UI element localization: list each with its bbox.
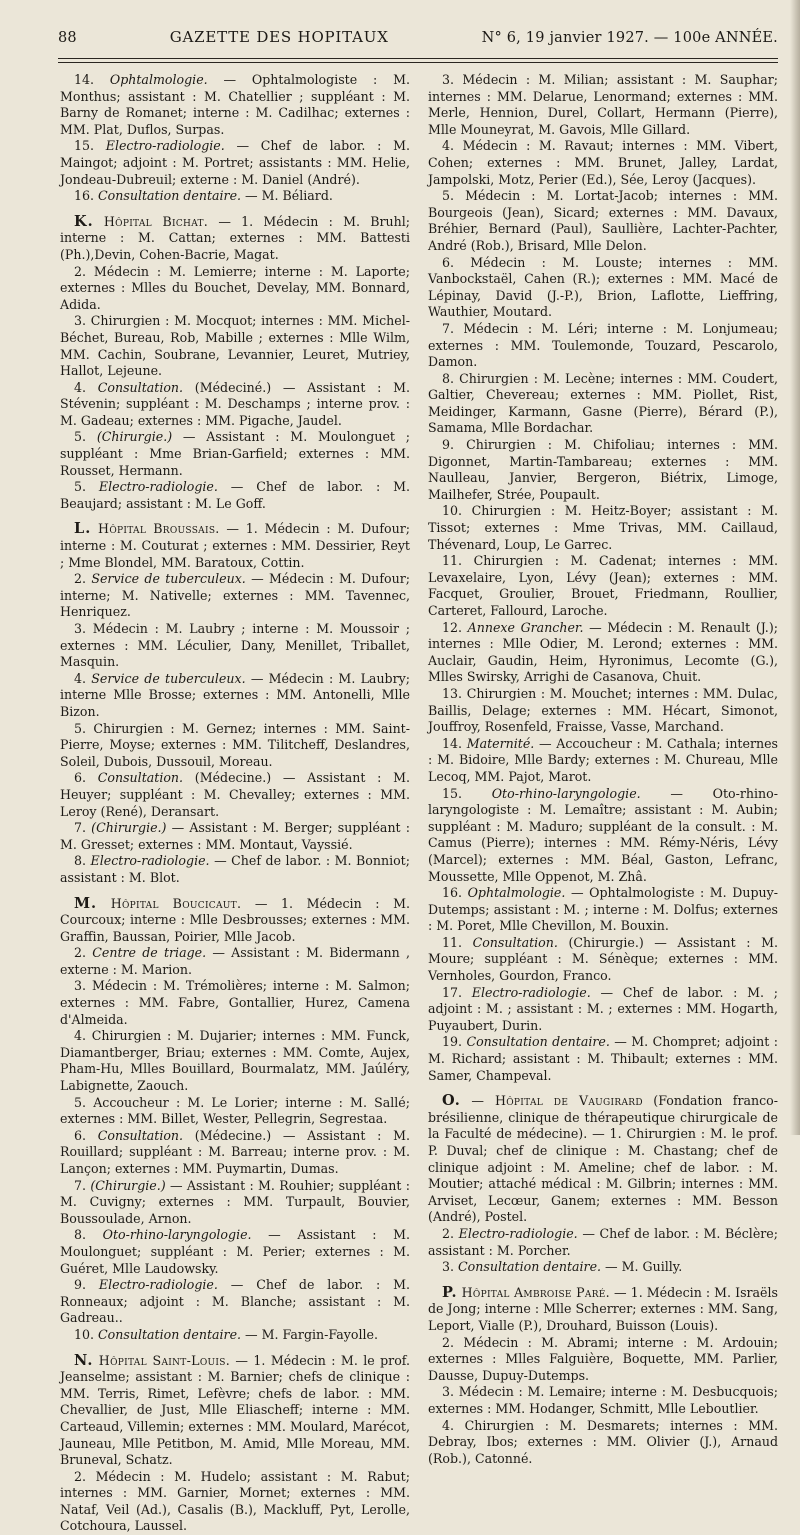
- hospital-section: [60, 214, 410, 264]
- hospital-section: [60, 1353, 410, 1469]
- entry-text: — M. Fargin-Fayolle.: [241, 1326, 378, 1342]
- hospital-name: Hôpital Ambroise Paré.: [461, 1284, 610, 1300]
- entry-text: Médecin : M. Léri; interne : M. Lonjumeau; externes : MM. Toulemonde, Touzard, Pescarolo, Damon.: [428, 320, 778, 370]
- entry-text: — 1. Médecin : M. Israëls de Jong; interne : Mlle Scherrer; externes : MM. Sang, Leport, Vialle (P.), Drouhard, Buisson (Louis).: [428, 1284, 778, 1333]
- section-letter: P.: [442, 1283, 458, 1301]
- entry-number: 11.: [442, 934, 463, 950]
- left-column: [60, 72, 410, 1535]
- entry-text: — M. Guilly.: [601, 1259, 683, 1275]
- entry-text: — 1. Médecin : M. Bruhl; interne : M. Cattan; externes : MM. Battesti (Ph.),Devin, Cohen-Bacrie, Magat.: [60, 213, 410, 262]
- service-entry: [60, 1227, 410, 1277]
- entry-number: 8.: [74, 1227, 87, 1243]
- entry-text: Chirurgien : M. Dujarier; internes : MM. Funck, Diamantberger, Briau; externes : MM. Comte, Aujex, Pham-Hu, Mlles Bouillard, Bourmalatz, MM. Jaúléry, Labignette, Zaouch.: [60, 1028, 410, 1094]
- service-entry: [428, 686, 778, 736]
- service-entry: [428, 985, 778, 1035]
- entry-text: — Médecin : M. Renault (J.); internes : Mlle Odier, M. Lerond; externes : MM. Auclair, Gaudin, Heim, Hyronimus, Lecomte (G.), Mlles Swirsky, Arrighi de Casanova, Chuit.: [428, 619, 778, 685]
- service-label: Electro-radiologie.: [458, 1225, 578, 1241]
- service-entry: [428, 1259, 778, 1276]
- entry-number: 5.: [74, 479, 87, 495]
- service-label: Electro-radiologie.: [98, 479, 218, 495]
- entry-number: 7.: [74, 820, 87, 836]
- service-label: Consultation.: [97, 1127, 184, 1143]
- service-entry: [60, 978, 410, 1028]
- entry-text: Médecin : M. Trémolières; interne : M. Salmon; externes : MM. Fabre, Gontallier, Hurez, Camena d'Almeida.: [60, 978, 410, 1027]
- entry-number: 5.: [74, 429, 87, 445]
- service-entry: [428, 371, 778, 437]
- entry-text: — Chef de labor. : M. Bonniot; assistant : M. Blot.: [60, 853, 410, 885]
- service-label: Consultation.: [97, 770, 184, 786]
- entry-number: 13.: [442, 685, 463, 701]
- entry-text: (Médecine.) — Assistant : M. Rouillard; suppléant : M. Barreau; interne prov. : M. Lançon; externes : MM. Puymartin, Dumas.: [60, 1127, 410, 1176]
- entry-number: 2.: [74, 1468, 87, 1484]
- service-entry: [428, 736, 778, 786]
- entry-text: — Assistant : M. Rouhier; suppléant : M. Cuvigny; externes : MM. Turpault, Bouvier, Boussoulade, Arnon.: [60, 1177, 410, 1226]
- service-entry: [60, 380, 410, 430]
- entry-number: 10.: [74, 1326, 95, 1342]
- entry-text: Chirurgien : M. Cadenat; internes : MM. Levaxelaire, Lyon, Lévy (Jean); externes : MM. Facquet, Groulier, Brouet, Friedmann, Roullier, Carteret, Fallourd, Laroche.: [428, 553, 778, 618]
- hospital-name: Hôpital Bichat.: [103, 213, 209, 229]
- service-entry: [60, 1469, 410, 1535]
- service-entry: [428, 188, 778, 254]
- entry-number: 4.: [74, 670, 87, 686]
- issue-info: N° 6, 19 janvier 1927. — 100e ANNÉE.: [481, 30, 778, 46]
- entry-number: 2.: [442, 1334, 455, 1350]
- entry-text: — Assistant : M. Moulonguet; suppléant : M. Perier; externes : M. Guéret, Mlle Laudowsky.: [60, 1227, 410, 1276]
- page-header: [58, 28, 778, 52]
- service-entry: [60, 621, 410, 671]
- service-label: Service de tuberculeux.: [91, 571, 246, 587]
- service-entry: [428, 255, 778, 321]
- service-label: Oto-rhino-laryngologie.: [102, 1227, 252, 1243]
- entry-text: Médecin : M. Laubry ; interne : M. Moussoir ; externes : MM. Léculier, Dany, Menillet, Triballet, Masquin.: [60, 621, 410, 670]
- service-entry: [428, 321, 778, 371]
- entry-text: — Assistant : M. Berger; suppléant : M. Gresset; externes : MM. Montaut, Vayssié.: [60, 820, 410, 852]
- entry-text: (Médecine.) — Assistant : M. Heuyer; suppléant : M. Chevalley; externes : MM. Leroy (René), Deransart.: [60, 770, 410, 819]
- entry-number: 3.: [442, 1259, 455, 1275]
- service-entry: [428, 503, 778, 553]
- service-label: Ophtalmologie.: [109, 72, 208, 87]
- entry-number: 6.: [442, 254, 455, 270]
- entry-number: 4.: [74, 379, 87, 395]
- entry-text: Chirurgien : M. Mouchet; internes : MM. Dulac, Baillis, Delage; externes : MM. Hécart, Simonot, Jouffroy, Rosenfeld, Fraisse, Vasse, Marchand.: [428, 685, 778, 735]
- service-entry: [60, 945, 410, 978]
- service-label: Consultation.: [472, 934, 558, 950]
- entry-text: Médecin : M. Lemierre; interne : M. Laporte; externes : Mlles du Bouchet, Develay, MM. Bonnard, Adida.: [60, 263, 410, 312]
- service-entry: [428, 786, 778, 886]
- entry-text: (Fondation franco-brésilienne, clinique de thérapeutique chirurgicale de la Faculté de médecine). — 1. Chirurgien : M. le prof. P. Duval; chef de clinique : M. Chastang; chef de clinique adjoint : M. Ameline; chef de labor. : M. Moutier; attaché médical : M. Gilbrin; internes : MM. Arviset, Lecœur, Ganem; externes : MM. Besson (André), Postel.: [428, 1093, 778, 1225]
- entry-text: — M. Béliard.: [241, 188, 333, 204]
- service-entry: [60, 72, 410, 138]
- entry-number: 2.: [74, 571, 87, 587]
- entry-text: Médecin : M. Abrami; interne : M. Ardouin; externes : Mlles Falguière, Boquette, MM. Parlier, Dausse, Dupuy-Dutemps.: [428, 1334, 778, 1383]
- service-entry: [60, 1128, 410, 1178]
- service-entry: [60, 264, 410, 314]
- entry-number: 5.: [74, 720, 87, 736]
- entry-number: 2.: [442, 1225, 455, 1241]
- section-letter: N.: [74, 1351, 94, 1369]
- service-entry: [428, 1335, 778, 1385]
- entry-text: — 1. Médecin : M. le prof. Jeanselme; assistant : M. Barnier; chefs de clinique : MM. Terris, Rimet, Lefèvre; chefs de labor. : MM. Chevallier, de Just, Mlle Eliascheff; interne : MM. Carteaud, Villemin; externes : MM. Moulard, Marécot, Jauneau, Mlle Petitbon, M. Amid, Mlle Moreau, MM. Bruneval, Schatz.: [60, 1352, 410, 1468]
- section-letter: O.: [442, 1092, 461, 1110]
- service-entry: [60, 820, 410, 853]
- service-entry: [60, 1327, 410, 1344]
- entry-number: 6.: [74, 770, 87, 786]
- hospital-section: [60, 521, 410, 571]
- service-entry: [428, 72, 778, 138]
- entry-number: 16.: [442, 885, 463, 901]
- service-label: (Chirurgie.): [90, 1177, 166, 1193]
- right-column: [428, 72, 778, 1467]
- entry-text: — Oto-rhino-laryngologiste : M. Lemaître; assistant : M. Aubin; suppléant : M. Maduro; suppléant de la consult. : M. Camus (Pierre); internes : MM. Rémy-Néris, Lévy (Marcel); externes : MM. Béal, Gaston, Lefranc, Moussette, Mlle Oppenot, M. Zhâ.: [428, 785, 778, 884]
- service-label: Consultation.: [97, 379, 184, 395]
- entry-number: 9.: [442, 437, 455, 453]
- service-label: Electro-radiologie.: [98, 1277, 218, 1293]
- entry-text: Médecin : M. Louste; internes : MM. Vanbockstaël, Cahen (R.); externes : MM. Macé de Lépinay, David (J.-P.), Brion, Laflotte, Lieffring, Wauthier, Moutard.: [428, 254, 778, 320]
- entry-text: — Médecin : M. Dufour; interne; M. Nativelle; externes : MM. Tavennec, Henriquez.: [60, 571, 410, 620]
- hospital-name: Hôpital Saint-Louis.: [98, 1352, 231, 1368]
- service-label: Maternité.: [466, 735, 535, 751]
- entry-number: 5.: [442, 188, 455, 204]
- service-entry: [60, 721, 410, 771]
- entry-number: 3.: [74, 313, 87, 329]
- entry-text: Accoucheur : M. Le Lorier; interne : M. Sallé; externes : MM. Billet, Wester, Pellegrin, Segrestaa.: [60, 1094, 410, 1127]
- service-entry: [60, 1277, 410, 1327]
- entry-number: 3.: [442, 1384, 455, 1400]
- entry-number: 15.: [442, 785, 463, 801]
- service-label: (Chirurgie.): [96, 429, 173, 445]
- entry-text: (Chirurgie.) — Assistant : M. Moure; suppléant : M. Sénèque; externes : MM. Vernholes, Gourdon, Franco.: [428, 934, 778, 984]
- service-entry: [428, 553, 778, 619]
- entry-number: 9.: [74, 1277, 87, 1293]
- entry-number: 4.: [442, 1417, 455, 1433]
- entry-text: — Assistant : M. Bidermann , externe : M. Marion.: [60, 945, 410, 977]
- entry-text: Médecin : M. Lortat-Jacob; internes : MM. Bourgeois (Jean), Sicard; externes : MM. Davaux, Bréhier, Bernard (Paul), Saullière, Lachter-Pachter, André (Rob.), Brisard, Mlle Delon.: [428, 188, 778, 253]
- service-label: Consultation dentaire.: [98, 1326, 242, 1342]
- hospital-section: [428, 1093, 778, 1226]
- service-entry: [428, 138, 778, 188]
- service-entry: [428, 1226, 778, 1259]
- entry-text: Chirurgien : M. Gernez; internes : MM. Saint-Pierre, Moyse; externes : MM. Tilitcheff, Deslandres, Soleil, Dubois, Dussouil, Moreau.: [60, 720, 410, 769]
- service-label: Ophtalmologie.: [467, 885, 566, 901]
- entry-text: Médecin : M. Lemaire; interne : M. Desbucquois; externes : MM. Hodanger, Schmitt, Mlle Leboutlier.: [428, 1384, 778, 1416]
- service-entry: [60, 313, 410, 379]
- journal-title: GAZETTE DES HOPITAUX: [169, 28, 389, 46]
- entry-text: — Ophtalmologiste : M. Dupuy-Dutemps; assistant : M. ; interne : M. Dolfus; externes : M. Poret, Mlle Chevillon, M. Bouxin.: [428, 885, 778, 934]
- service-label: Electro-radiologie.: [90, 853, 210, 869]
- service-label: Consultation dentaire.: [466, 1034, 610, 1050]
- service-label: Annexe Grancher.: [467, 619, 584, 635]
- entry-number: 10.: [442, 503, 463, 519]
- entry-number: 2.: [74, 263, 87, 279]
- entry-text: — Assistant : M. Moulonguet ; suppléant : Mme Brian-Garfield; externes : MM. Rousset, Hermann.: [60, 429, 410, 478]
- entry-text: — 1. Médecin : M. Dufour; interne : M. Couturat ; externes : MM. Dessirier, Reyt ; Mme Blondel, MM. Baratoux, Cottin.: [60, 521, 410, 570]
- entry-number: 12.: [442, 619, 463, 635]
- service-label: Electro-radiologie.: [105, 138, 225, 154]
- service-entry: [428, 620, 778, 686]
- entry-number: 14.: [74, 72, 95, 87]
- service-label: (Chirurgie.): [91, 820, 167, 836]
- entry-text: — 1. Médecin : M. Courcoux; interne : Mlle Desbrousses; externes : MM. Graffin, Baussan, Poirier, Mlle Jacob.: [60, 895, 410, 944]
- service-entry: [428, 437, 778, 503]
- page-number: 88: [58, 30, 77, 46]
- section-letter: M.: [74, 894, 98, 912]
- service-entry: [60, 479, 410, 512]
- entry-number: 16.: [74, 188, 95, 204]
- entry-number: 4.: [74, 1028, 87, 1044]
- service-entry: [428, 1034, 778, 1084]
- entry-text: Chirurgien : M. Lecène; internes : MM. Coudert, Galtier, Chevereau; externes : MM. Piollet, Rist, Meidinger, Karmann, Gasne (Pierre), Bérard (P.), Samama, Mlle Bordachar.: [428, 370, 778, 436]
- service-label: Service de tuberculeux.: [91, 670, 246, 686]
- service-entry: [428, 1418, 778, 1468]
- entry-text: Chirurgien : M. Heitz-Boyer; assistant : M. Tissot; externes : Mme Trivas, MM. Caillaud, Thévenard, Loup, Le Garrec.: [428, 503, 778, 552]
- hospital-name: Hôpital Broussais.: [98, 521, 220, 537]
- service-entry: [60, 188, 410, 205]
- service-entry: [60, 853, 410, 886]
- entry-number: 3.: [442, 72, 455, 87]
- entry-number: 8.: [74, 853, 87, 869]
- entry-text: — Chef de labor. : M. ; adjoint : M. ; assistant : M. ; externes : MM. Hogarth, Puyaubert, Durin.: [428, 984, 778, 1033]
- service-entry: [428, 935, 778, 985]
- hospital-section: [428, 1285, 778, 1335]
- service-label: Oto-rhino-laryngologie.: [491, 785, 641, 801]
- service-entry: [60, 1028, 410, 1094]
- entry-number: 5.: [74, 1094, 87, 1110]
- service-entry: [428, 1384, 778, 1417]
- section-letter: L.: [74, 520, 92, 538]
- entry-text: — Ophtalmologiste : M. Monthus; assistant : M. Chatellier ; suppléant : M. Barny de Romanet; interne : M. Cadilhac; externes : MM. Plat, Duflos, Surpas.: [60, 72, 410, 137]
- entry-number: 15.: [74, 138, 95, 154]
- entry-text: — Chef de labor. : M. Ronneaux; adjoint : M. Blanche; assistant : M. Gadreau..: [60, 1277, 410, 1326]
- entry-number: 6.: [74, 1127, 87, 1143]
- section-letter: K.: [74, 212, 94, 230]
- entry-text: (Médeciné.) — Assistant : M. Stévenin; suppléant : M. Deschamps ; interne prov. : M. Gadeau; externes : MM. Pigache, Jaudel.: [60, 379, 410, 428]
- entry-number: 7.: [442, 320, 455, 336]
- entry-number: 2.: [74, 945, 87, 961]
- entry-number: 4.: [442, 138, 455, 154]
- entry-text: Médecin : M. Ravaut; internes : MM. Vibert, Cohen; externes : MM. Brunet, Jalley, Lardat, Jampolski, Motz, Perier (Ed.), Sée, Leroy (Jacques).: [428, 138, 778, 187]
- service-entry: [60, 138, 410, 188]
- entry-number: 3.: [74, 978, 87, 994]
- entry-text: Chirurgien : M. Mocquot; internes : MM. Michel-Béchet, Bureau, Rob, Mabille ; externes : Mlle Wilm, MM. Cachin, Soubrane, Levannier, Leuret, Mutriey, Hallot, Lejeune.: [60, 313, 410, 379]
- service-entry: [60, 1178, 410, 1228]
- entry-number: 3.: [74, 621, 87, 636]
- service-label: Consultation dentaire.: [458, 1259, 602, 1275]
- entry-number: 11.: [442, 553, 463, 569]
- hospital-name: — Hôpital de Vaugirard: [471, 1093, 643, 1109]
- entry-text: — Médecin : M. Laubry; interne Mlle Brosse; externes : MM. Antonelli, Mlle Bizon.: [60, 670, 410, 719]
- entry-text: Chirurgien : M. Chifoliau; internes : MM. Digonnet, Martin-Tambareau; externes : MM. Naulleau, Janvier, Bergeron, Biétrix, Limoge, Mailhefer, Strée, Poupault.: [428, 437, 778, 502]
- entry-number: 14.: [442, 735, 463, 751]
- header-rule-thick: [58, 58, 778, 59]
- entry-number: 7.: [74, 1177, 87, 1193]
- entry-text: — Chef de labor. : M. Beaujard; assistant : M. Le Goff.: [60, 479, 410, 511]
- entry-number: 17.: [442, 984, 463, 1000]
- entry-text: — M. Chompret; adjoint : M. Richard; assistant : M. Thibault; externes : MM. Samer, Champeval.: [428, 1034, 778, 1083]
- entry-text: Chirurgien : M. Desmarets; internes : MM. Debray, Ibos; externes : MM. Olivier (J.), Arnaud (Rob.), Catonné.: [428, 1417, 778, 1466]
- service-label: Consultation dentaire.: [98, 188, 242, 204]
- entry-text: — Chef de labor. : M. Béclère; assistant : M. Porcher.: [428, 1225, 778, 1258]
- entry-text: Médecin : M. Hudelo; assistant : M. Rabut; internes : MM. Garnier, Mornet; externes : MM. Nataf, Veil (Ad.), Casalis (B.), Mackluff, Pyt, Lerolle, Cotchoura, Laussel.: [60, 1468, 410, 1534]
- service-entry: [60, 429, 410, 479]
- service-entry: [60, 671, 410, 721]
- service-entry: [60, 1095, 410, 1128]
- entry-text: — Chef de labor. : M. Maingot; adjoint : M. Portret; assistants : MM. Helie, Jondeau-Dubreuil; externe : M. Daniel (André).: [60, 138, 410, 187]
- service-label: Electro-radiologie.: [471, 984, 591, 1000]
- service-entry: [428, 885, 778, 935]
- service-entry: [60, 571, 410, 621]
- entry-text: Médecin : M. Milian; assistant : M. Sauphar; internes : MM. Delarue, Lenormand; externes : MM. Merle, Hennion, Durel, Collart, Hermann (Pierre), Mlle Mouneyrat, M. Gavois, Mlle Gillard.: [428, 72, 778, 137]
- entry-text: — Accoucheur : M. Cathala; internes : M. Bidoire, Mlle Bardy; externes : M. Chureau, Mlle Lecoq, MM. Pajot, Marot.: [428, 735, 778, 784]
- hospital-name: Hôpital Boucicaut.: [110, 895, 242, 911]
- entry-number: 8.: [442, 370, 455, 386]
- service-label: Centre de triage.: [92, 945, 207, 961]
- header-rule-thin: [58, 62, 778, 63]
- service-entry: [60, 770, 410, 820]
- hospital-section: [60, 896, 410, 946]
- entry-number: 19.: [442, 1034, 463, 1050]
